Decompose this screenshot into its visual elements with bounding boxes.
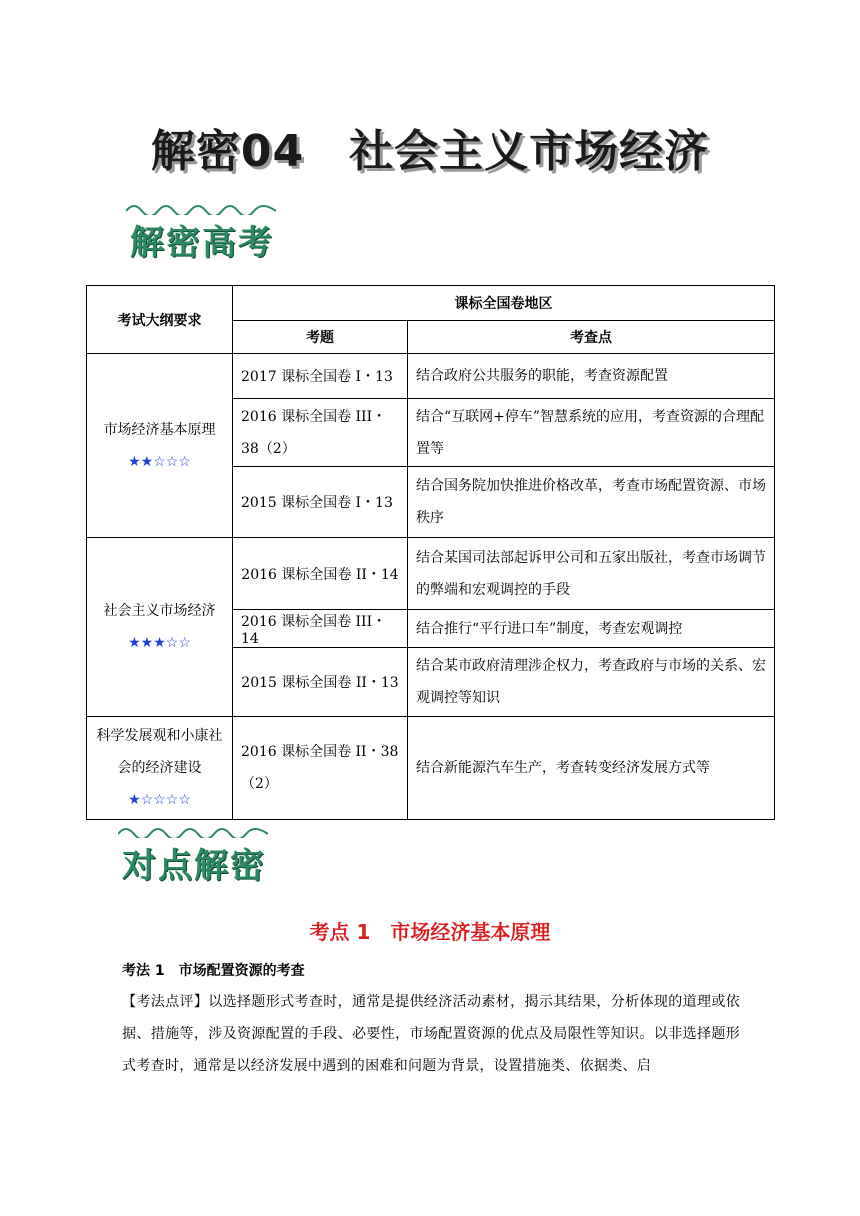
difficulty-stars: ★★☆☆☆	[128, 453, 191, 470]
table-row	[87, 538, 775, 610]
requirement-cell	[87, 354, 233, 538]
requirement-label: 市场经济基本原理	[103, 421, 216, 438]
paper-cell: 2016 课标全国卷 III・14	[233, 610, 408, 648]
vine-decoration-icon	[126, 201, 276, 215]
header-point: 考查点	[408, 321, 775, 354]
requirement-label: 科学发展观和小康社会的经济建设	[96, 728, 223, 776]
exam-outline-table	[86, 285, 775, 820]
banner-text: 对点解密	[122, 846, 266, 886]
point-cell: 结合“互联网+停车”智慧系统的应用，考查资源的合理配置等	[408, 399, 775, 467]
table-row	[87, 717, 775, 820]
point-cell: 结合推行“平行进口车”制度，考查宏观调控	[408, 610, 775, 648]
point-cell: 结合政府公共服务的职能，考查资源配置	[408, 354, 775, 399]
paper-cell: 2017 课标全国卷 I・13	[233, 354, 408, 399]
table-row	[87, 354, 775, 399]
header-requirement: 考试大纲要求	[87, 286, 233, 354]
banner-text: 解密高考	[130, 223, 274, 263]
paper-cell: 2016 课标全国卷 II・14	[233, 538, 408, 610]
paper-cell: 2015 课标全国卷 II・13	[233, 648, 408, 717]
paper-cell: 2016 课标全国卷 II・38（2）	[233, 717, 408, 820]
header-region: 课标全国卷地区	[233, 286, 775, 321]
requirement-label: 社会主义市场经济	[103, 603, 216, 619]
requirement-cell	[87, 538, 233, 717]
difficulty-stars: ★☆☆☆☆	[128, 792, 191, 808]
point-cell: 结合新能源汽车生产，考查转变经济发展方式等	[408, 717, 775, 820]
review-paragraph: 【考法点评】以选择题形式考查时，通常是提供经济活动素材，揭示其结果，分析体现的道理或依据、措施等，涉及资源配置的手段、必要性，市场配置资源的优点及局限性等知识。以非选择题形式考查时，通常是以经济发展中遇到的困难和问题为背景，设置措施类、依据类、启	[122, 994, 740, 1074]
point-cell: 结合国务院加快推进价格改革，考查市场配置资源、市场秩序	[408, 467, 775, 538]
point-cell: 结合某市政府清理涉企权力，考查政府与市场的关系、宏观调控等知识	[408, 648, 775, 717]
vine-decoration-icon	[118, 824, 268, 838]
method-heading: 考法 1 市场配置资源的考查	[122, 963, 305, 979]
header-paper: 考题	[233, 321, 408, 354]
paper-cell: 2016 课标全国卷 III・38（2）	[233, 399, 408, 467]
point-cell: 结合某国司法部起诉甲公司和五家出版社，考查市场调节的弊端和宏观调控的手段	[408, 538, 775, 610]
document-title: 解密04 社会主义市场经济	[150, 126, 710, 177]
requirement-cell	[87, 717, 233, 820]
section-title: 考点 1 市场经济基本原理	[309, 920, 551, 944]
banner-jiemi-gaokao	[130, 215, 274, 264]
banner-duidian-jiemi	[122, 838, 266, 887]
difficulty-stars: ★★★☆☆	[128, 635, 191, 651]
paper-cell: 2015 课标全国卷 I・13	[233, 467, 408, 538]
